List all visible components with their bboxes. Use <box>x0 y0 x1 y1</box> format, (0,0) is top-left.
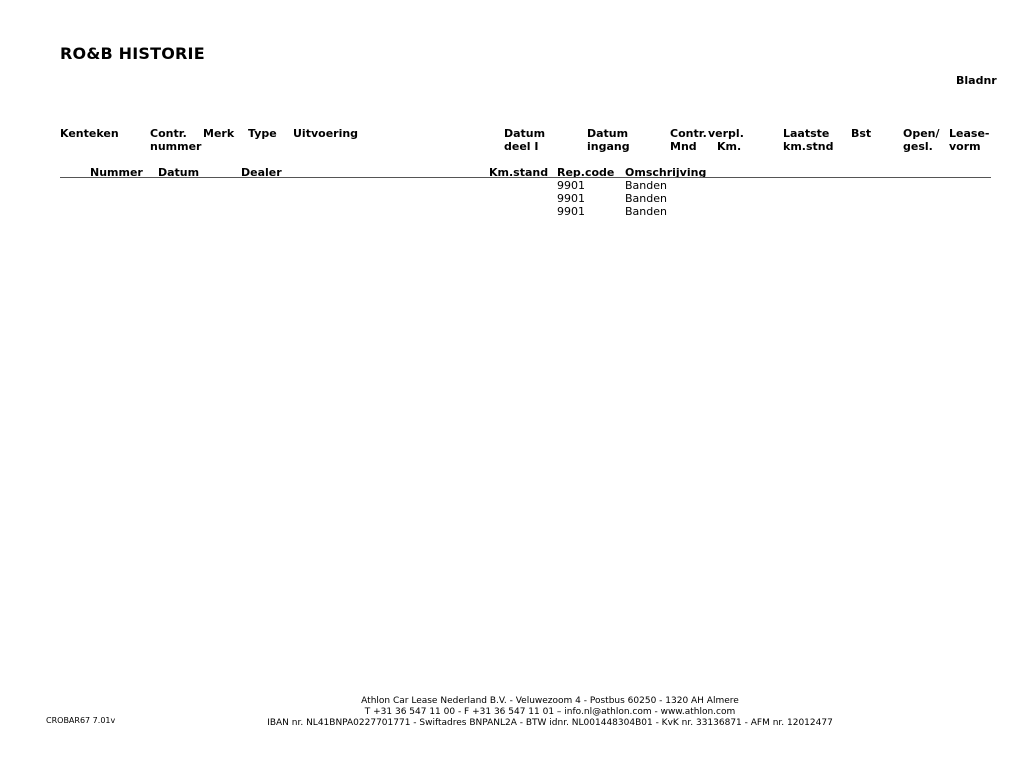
header-contr-mnd <box>670 127 707 153</box>
form-code: CROBAR67 7.01v <box>46 716 116 725</box>
subheader-omschrijving: Omschrijving <box>625 166 707 179</box>
header-datum-ingang-line2: ingang <box>587 140 630 153</box>
cell-omschrijving: Banden <box>625 179 667 192</box>
header-open-line2: gesl. <box>903 140 933 153</box>
header-kenteken: Kenteken <box>60 127 119 140</box>
header-laatste-line1: Laatste <box>783 127 830 140</box>
header-datum-deel-i-line2: deel I <box>504 140 539 153</box>
header-contr-nummer-line1: Contr. <box>150 127 187 140</box>
header-laatste-line2: km.stnd <box>783 140 834 153</box>
header-uitvoering: Uitvoering <box>293 127 359 140</box>
header-datum-deel-i-line1: Datum <box>504 127 546 140</box>
header-bst: Bst <box>851 127 872 140</box>
footer-registration: IBAN nr. NL41BNPA0227701771 - Swiftadres BNPANL2A - BTW idnr. NL001448304B01 - KvK nr. 33136871 - AFM nr. 12012477 <box>267 718 833 728</box>
subheader-dealer: Dealer <box>241 166 282 179</box>
subheader-datum: Datum <box>158 166 200 179</box>
header-divider <box>60 177 991 178</box>
header-merk: Merk <box>203 127 235 140</box>
header-contr-mnd-line1: Contr. <box>670 127 707 140</box>
header-contr-nummer-line2: nummer <box>150 140 202 153</box>
cell-rep-code: 9901 <box>557 205 585 218</box>
header-contr-mnd-line2: Mnd <box>670 140 697 153</box>
header-open-gesl <box>903 127 940 153</box>
footer-contact: T +31 36 547 11 00 - F +31 36 547 11 01 – info.nl@athlon.com - www.athlon.com <box>364 707 736 717</box>
subheader-rep-code: Rep.code <box>557 166 615 179</box>
cell-rep-code: 9901 <box>557 179 585 192</box>
header-verpl-km <box>708 127 744 153</box>
header-verpl-km-line1: verpl. <box>708 127 744 140</box>
header-laatste-km-stnd <box>783 127 833 153</box>
header-verpl-km-line2: Km. <box>717 140 742 153</box>
header-lease-line1: Lease- <box>949 127 990 140</box>
header-datum-ingang <box>587 127 630 153</box>
page-number-label: Bladnr <box>956 74 997 87</box>
cell-rep-code: 9901 <box>557 192 585 205</box>
header-lease-line2: vorm <box>949 140 981 153</box>
subheader-km-stand: Km.stand <box>489 166 549 179</box>
subheader-nummer: Nummer <box>90 166 143 179</box>
header-lease-vorm <box>949 127 989 153</box>
header-open-line1: Open/ <box>903 127 940 140</box>
cell-omschrijving: Banden <box>625 192 667 205</box>
footer-address: Athlon Car Lease Nederland B.V. - Veluwezoom 4 - Postbus 60250 - 1320 AH Almere <box>361 696 739 706</box>
header-datum-ingang-line1: Datum <box>587 127 629 140</box>
header-datum-deel-i <box>504 127 545 153</box>
cell-omschrijving: Banden <box>625 205 667 218</box>
page-title: RO&B HISTORIE <box>60 44 205 63</box>
header-contr-nummer <box>150 127 201 153</box>
header-type: Type <box>248 127 277 140</box>
